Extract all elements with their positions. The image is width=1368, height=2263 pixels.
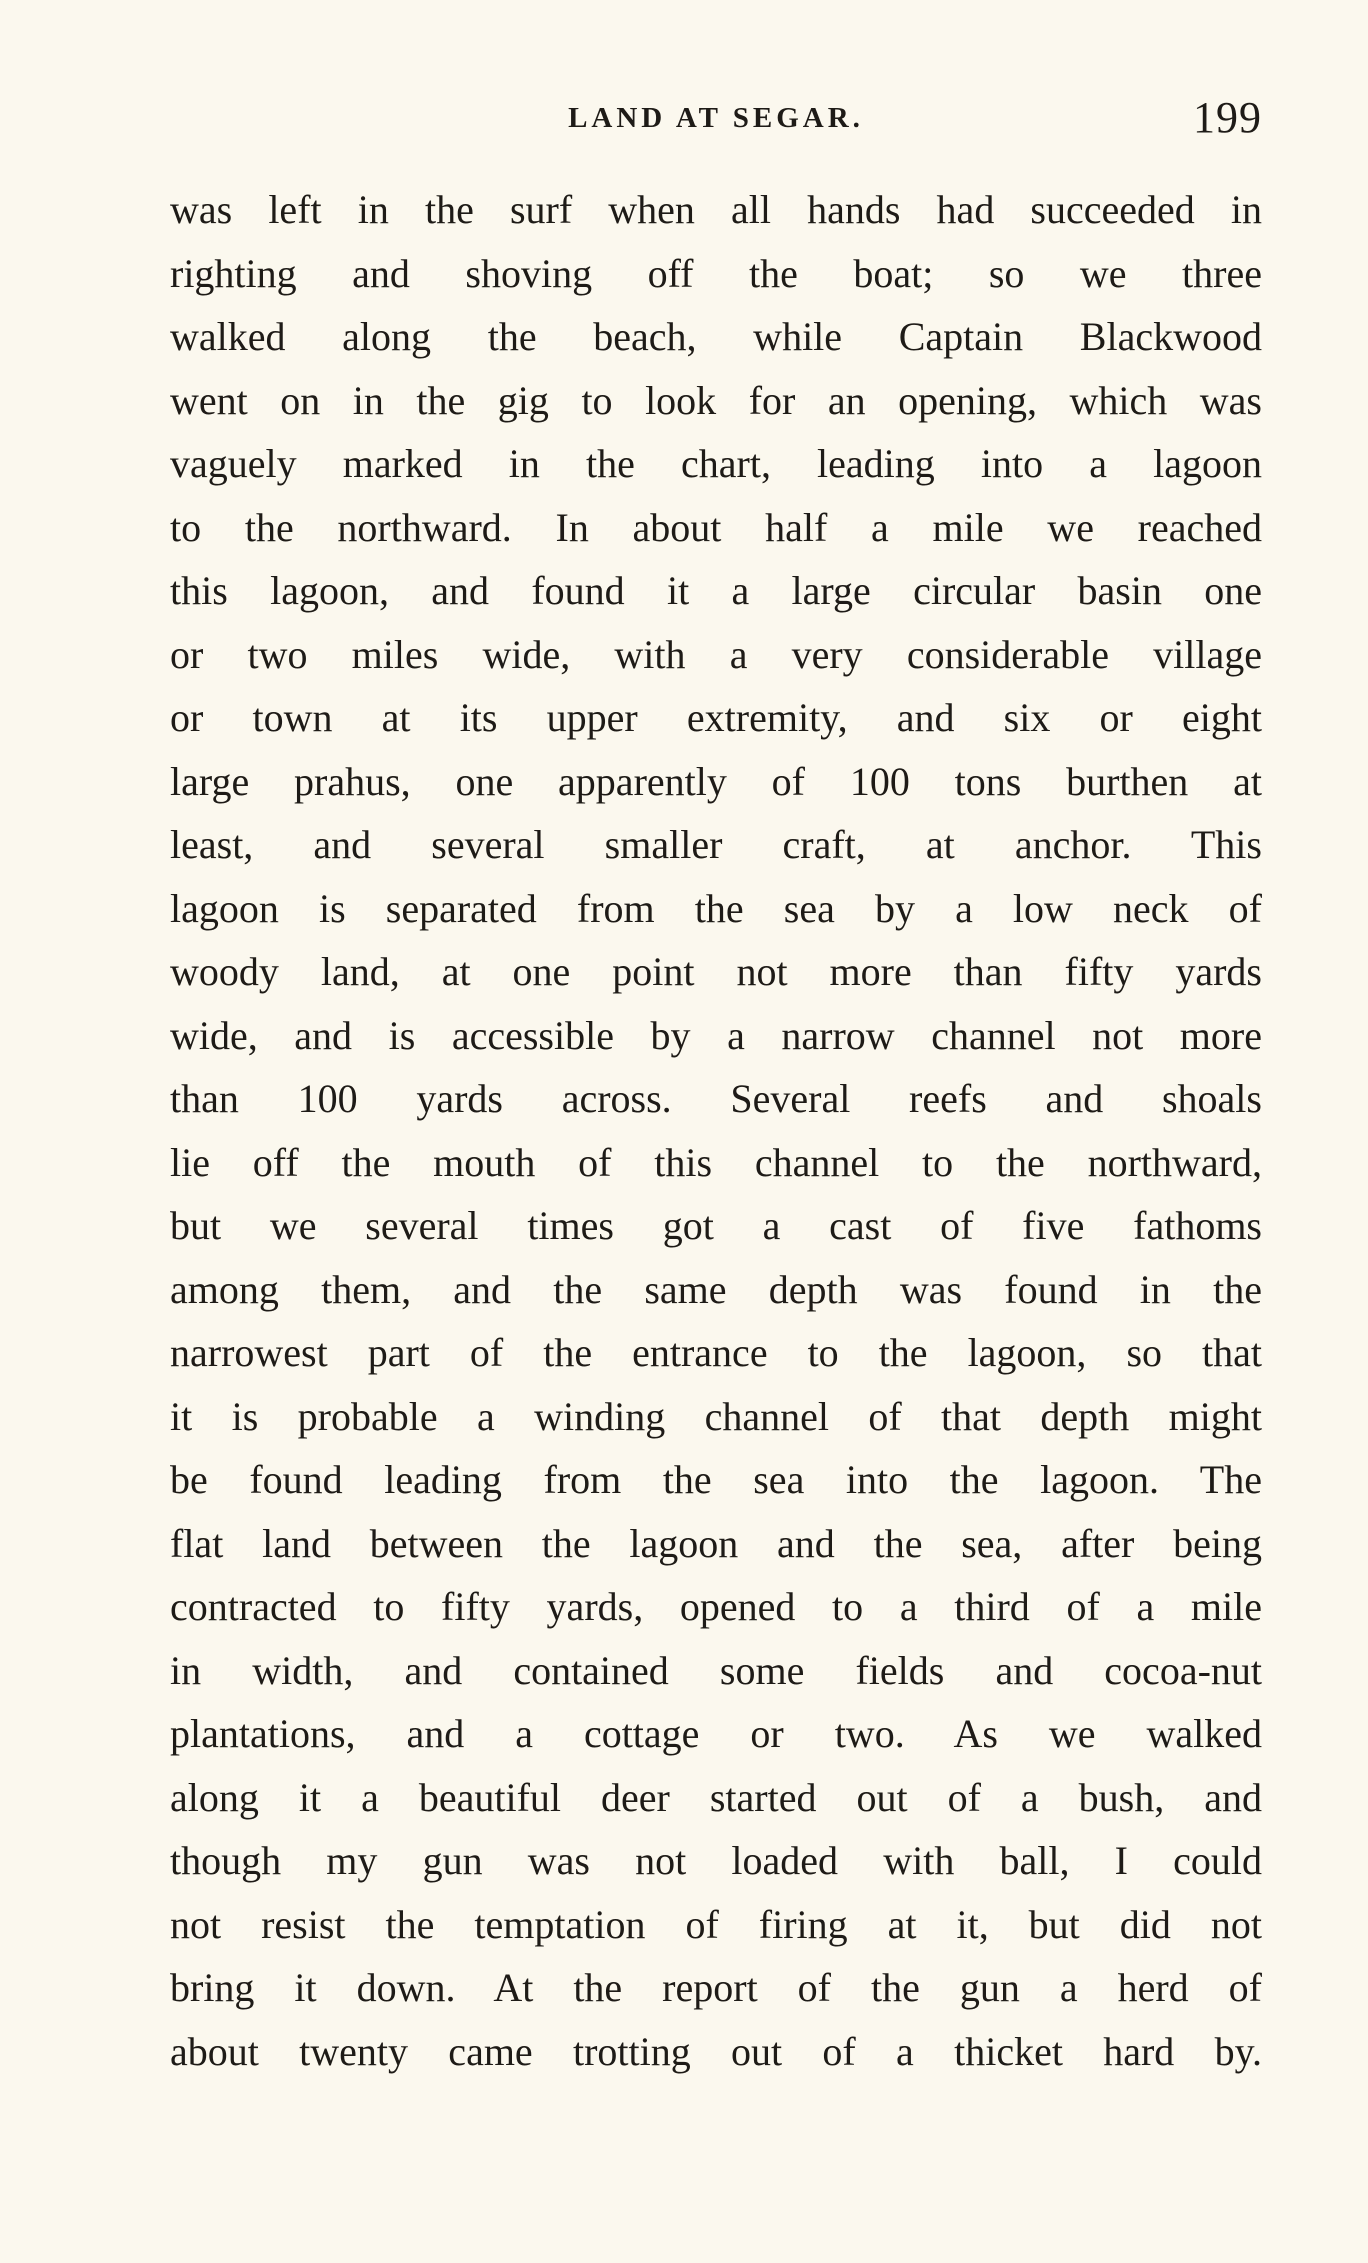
text-line: but we several times got a cast of five fathoms (170, 1203, 1262, 1248)
text-line: narrowest part of the entrance to the lagoon, so that (170, 1330, 1262, 1375)
text-line: flat land between the lagoon and the sea, after being (170, 1520, 1262, 1566)
text-line: than 100 yards across. Several reefs and shoals (170, 1076, 1262, 1121)
text-line: lagoon is separated from the sea by a low neck of (170, 885, 1262, 931)
running-head (170, 92, 1262, 152)
text-line: contracted to fifty yards, opened to a third of a mile (170, 1584, 1262, 1629)
page-number: 199 (1193, 93, 1262, 142)
text-line: or two miles wide, with a very considerable village (170, 631, 1262, 677)
text-line: though my gun was not loaded with ball, I could (170, 1838, 1262, 1883)
text-line: along it a beautiful deer started out of a bush, and (170, 1774, 1262, 1820)
text-line: lie off the mouth of this channel to the northward, (170, 1139, 1262, 1185)
running-title: LAND AT SEGAR. (568, 102, 864, 134)
text-line: least, and several smaller craft, at anchor. This (170, 822, 1262, 867)
text-line: about twenty came trotting out of a thicket hard by. (170, 2028, 1262, 2074)
text-line: this lagoon, and found it a large circular basin one (170, 568, 1262, 613)
text-line: wide, and is accessible by a narrow channel not more (170, 1012, 1262, 1058)
text-line: large prahus, one apparently of 100 tons burthen at (170, 758, 1262, 804)
text-line: or town at its upper extremity, and six or eight (170, 695, 1262, 740)
body-text (170, 178, 1262, 2083)
text-line: plantations, and a cottage or two. As we walked (170, 1711, 1262, 1756)
text-line: righting and shoving off the boat; so we three (170, 250, 1262, 296)
text-line: was left in the surf when all hands had succeeded in (170, 187, 1262, 232)
text-line: be found leading from the sea into the lagoon. The (170, 1457, 1262, 1502)
text-line: bring it down. At the report of the gun a herd of (170, 1965, 1262, 2010)
text-line: went on in the gig to look for an opening, which was (170, 377, 1262, 423)
text-line: woody land, at one point not more than fifty yards (170, 949, 1262, 994)
text-line: walked along the beach, while Captain Blackwood (170, 314, 1262, 359)
text-line: not resist the temptation of firing at it, but did not (170, 1901, 1262, 1947)
text-line: vaguely marked in the chart, leading into a lagoon (170, 441, 1262, 486)
text-line: to the northward. In about half a mile we reached (170, 504, 1262, 550)
text-line: it is probable a winding channel of that depth might (170, 1393, 1262, 1439)
text-line: in width, and contained some fields and cocoa-nut (170, 1647, 1262, 1693)
text-line: among them, and the same depth was found in the (170, 1266, 1262, 1312)
